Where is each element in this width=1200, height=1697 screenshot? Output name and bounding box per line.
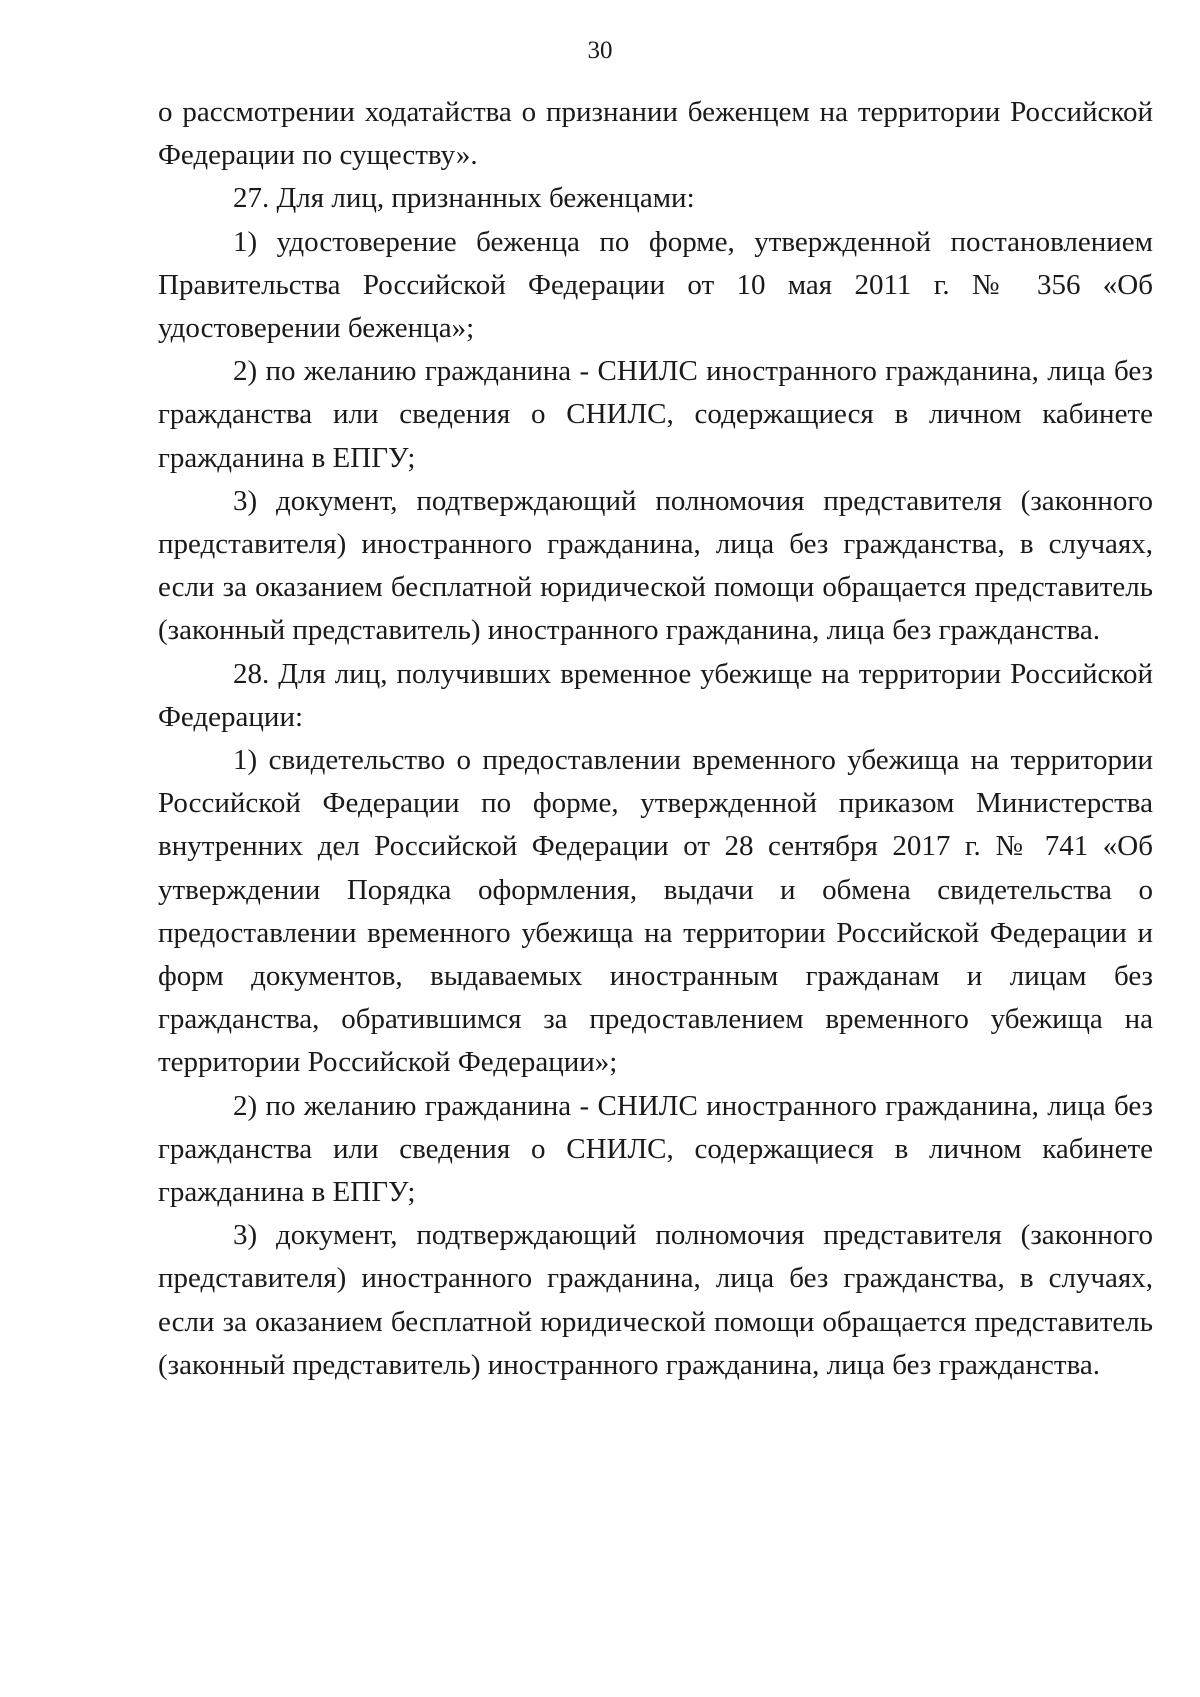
paragraph-item-28-2: 2) по желанию гражданина - СНИЛС иностранного гражданина, лица без гражданства или сведения о СНИЛС, содержащиеся в личном кабинете гражданина в ЕПГУ; (158, 1089, 1153, 1209)
paragraph-item-28-1: 1) свидетельство о предоставлении временного убежища на территории Российской Федерации по форме, утвержденной приказом Министерства внутренних дел Российской Федерации от 28 сентября 2017 г. № 741 «Об утверждении Порядка оформления, выдачи и обмена свидетельства о предоставлении временного убежища на территории Российской Федерации и форм документов, выдаваемых иностранным гражданам и лицам без гражданства, обратившимся за предоставлением временного убежища на территории Российской Федерации»; (158, 744, 1153, 1079)
paragraph-item-28-heading: 28. Для лиц, получивших временное убежище на территории Российской Федерации: (158, 657, 1153, 733)
paragraph-item-27-2: 2) по желанию гражданина - СНИЛС иностранного гражданина, лица без гражданства или сведения о СНИЛС, содержащиеся в личном кабинете гражданина в ЕПГУ; (158, 355, 1153, 474)
paragraph-item-27-heading: 27. Для лиц, признанных беженцами: (233, 182, 695, 215)
paragraph-item-28-3: 3) документ, подтверждающий полномочия представителя (законного представителя) иностранного гражданина, лица без гражданства, в случаях, если за оказанием бесплатной юридической помощи обращается представитель (законный представитель) иностранного гражданина, лица без гражданства. (158, 1219, 1153, 1381)
document-body (158, 91, 1153, 1387)
paragraph-item-27-3: 3) документ, подтверждающий полномочия представителя (законного представителя) иностранного гражданина, лица без гражданства, в случаях, если за оказанием бесплатной юридической помощи обращается представитель (законный представитель) иностранного гражданина, лица без гражданства. (158, 484, 1153, 647)
paragraph-continuation: о рассмотрении ходатайства о признании беженцем на территории Российской Федерации по существу». (158, 96, 1153, 172)
page-number: 30 (587, 37, 613, 64)
paragraph-item-27-1: 1) удостоверение беженца по форме, утвержденной постановлением Правительства Российской Федерации от 10 мая 2011 г. № 356 «Об удостоверении беженца»; (158, 225, 1153, 345)
